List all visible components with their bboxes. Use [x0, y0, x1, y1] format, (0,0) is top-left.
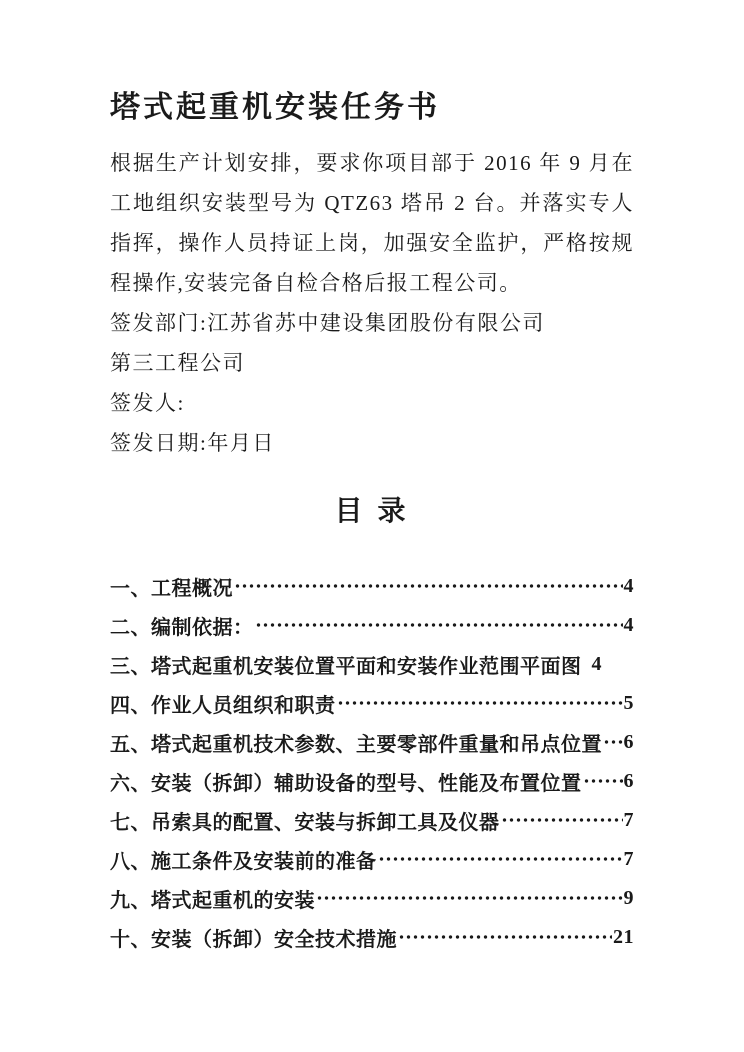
issuer-line: 签发人: — [110, 391, 185, 415]
toc-item — [110, 645, 634, 684]
toc-dot-leader — [583, 659, 591, 669]
toc-item-title: 十、安装（拆卸）安全技术措施 — [110, 928, 397, 951]
toc-dot-leader — [583, 776, 623, 786]
toc-dot-leader — [234, 581, 623, 591]
toc-page-number: 4 — [623, 574, 634, 597]
toc-item — [110, 762, 634, 801]
toc-dot-leader — [255, 620, 623, 630]
toc-item-title: 九、塔式起重机的安装 — [110, 889, 315, 912]
toc-dot-leader — [603, 737, 623, 747]
toc-list — [110, 567, 634, 957]
toc-item — [110, 879, 634, 918]
toc-page-number: 4 — [591, 652, 602, 675]
toc-item — [110, 918, 634, 957]
toc-dot-leader — [501, 815, 623, 825]
toc-dot-leader — [378, 854, 623, 864]
toc-item — [110, 606, 634, 645]
toc-item — [110, 840, 634, 879]
toc-item — [110, 567, 634, 606]
intro-paragraph: 根据生产计划安排，要求你项目部于 2016 年 9 月在工地组织安装型号为 QTZ63 塔吊 2 台。并落实专人指挥，操作人员持证上岗，加强安全监护，严格按规程操作,安装完备自检合格后报工程公司。 — [110, 151, 634, 295]
toc-item-title: 八、施工条件及安装前的准备 — [110, 850, 377, 873]
toc-page-number: 6 — [623, 769, 634, 792]
issue-date-line: 签发日期:年月日 — [110, 431, 275, 455]
toc-page-number: 7 — [623, 808, 634, 831]
toc-item-title: 一、工程概况 — [110, 577, 233, 600]
toc-item-title: 七、吊索具的配置、安装与拆卸工具及仪器 — [110, 811, 500, 834]
toc-item-title: 三、塔式起重机安装位置平面和安装作业范围平面图 — [110, 655, 582, 678]
toc-dot-leader — [337, 698, 623, 708]
toc-item-title: 五、塔式起重机技术参数、主要零部件重量和吊点位置 — [110, 733, 602, 756]
toc-dot-leader — [316, 893, 623, 903]
toc-item-title: 六、安装（拆卸）辅助设备的型号、性能及布置位置 — [110, 772, 582, 795]
issuing-department-line: 签发部门:江苏省苏中建设集团股份有限公司 — [110, 311, 545, 335]
toc-item — [110, 684, 634, 723]
toc-page-number: 6 — [623, 730, 634, 753]
toc-dot-leader — [398, 932, 612, 942]
company-line: 第三工程公司 — [110, 351, 245, 375]
toc-page-number: 4 — [623, 613, 634, 636]
document-title: 塔式起重机安装任务书 — [110, 91, 440, 124]
toc-page-number: 7 — [623, 847, 634, 870]
toc-item — [110, 723, 634, 762]
toc-page-number: 21 — [613, 925, 634, 948]
toc-item-title: 二、编制依据： — [110, 616, 254, 639]
toc-heading: 目 录 — [334, 496, 410, 527]
toc-item — [110, 801, 634, 840]
toc-page-number: 5 — [623, 691, 634, 714]
toc-page-number: 9 — [623, 886, 634, 909]
toc-item-title: 四、作业人员组织和职责 — [110, 694, 336, 717]
